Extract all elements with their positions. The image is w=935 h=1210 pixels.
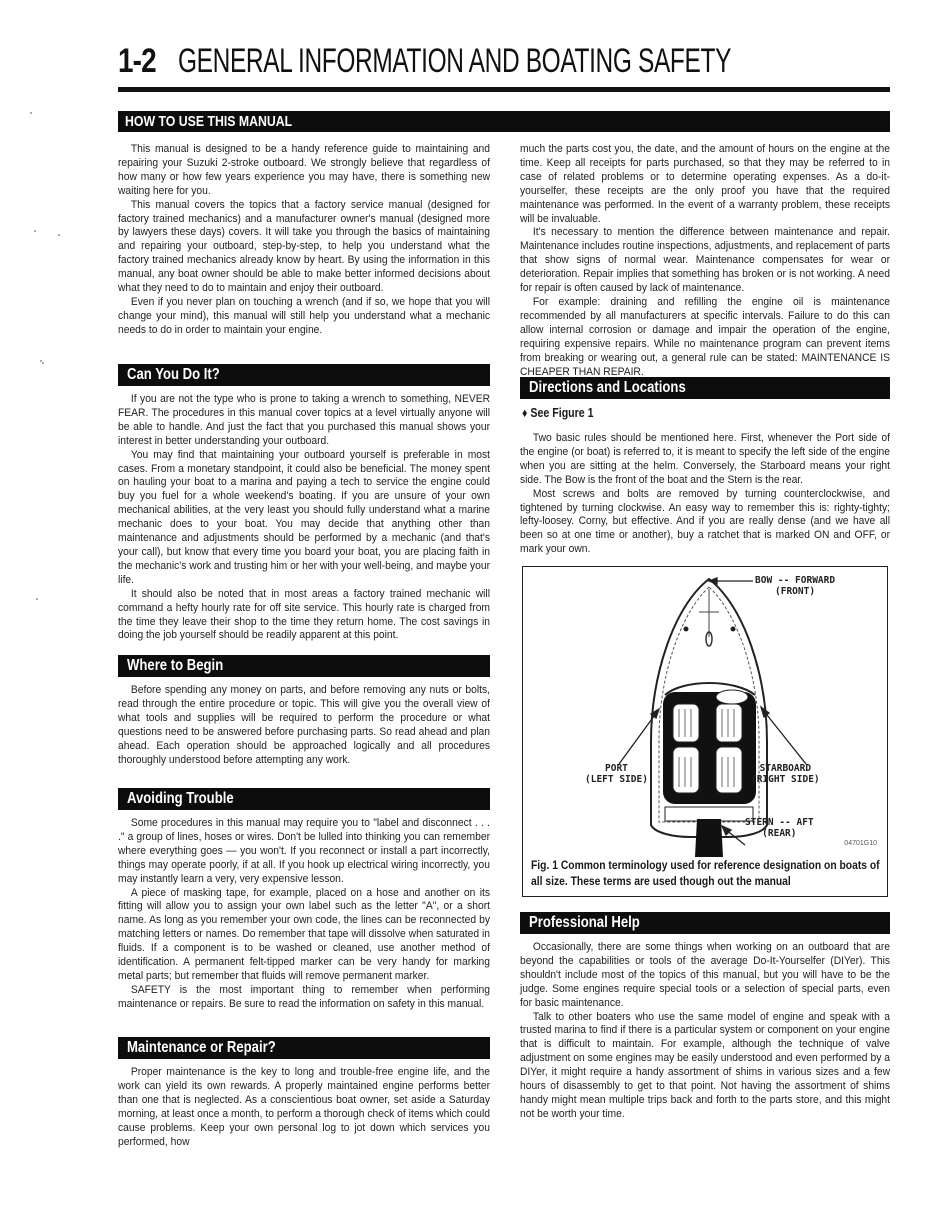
scan-speck bbox=[34, 230, 36, 232]
label-bow-subtext: (FRONT) bbox=[775, 586, 816, 597]
section-heading-professional-help bbox=[520, 912, 890, 934]
paragraph: For example: draining and refilling the engine oil is maintenance recommended by all manufacturers at specific intervals. Failure to do this can allow internal corrosion or damage and impair the operation of the engine, requiring expensive repairs. While no maintenance program can prevent items from breaking or wearing out, a general rule can be stated: MAINTENANCE IS CHEAPER THAN REPAIR. bbox=[520, 295, 891, 378]
section-heading-where-to-begin bbox=[118, 655, 490, 677]
section-heading-avoiding-trouble bbox=[118, 788, 490, 810]
chapter-number: 1-2 bbox=[118, 42, 156, 80]
section-maintenance-or-repair-right bbox=[520, 143, 890, 379]
figure-code: 04701G10 bbox=[844, 840, 877, 847]
section-heading-directions-and-locations bbox=[520, 377, 890, 399]
label-port-subtext: (LEFT SIDE) bbox=[585, 774, 648, 785]
section-directions-and-locations bbox=[520, 432, 890, 557]
section-maintenance-or-repair-left bbox=[118, 1066, 490, 1149]
scan-speck bbox=[42, 362, 44, 364]
paragraph: much the parts cost you, the date, and the amount of hours on the engine at the time. Keep all receipts for parts purchased, so that they may be referred to in case of related problems or to determine operating expenses. As a do-it-yourselfer, these receipts are the only proof you have that the required maintenance was performed. In the event of a warranty problem, these receipts will be invaluable. bbox=[520, 143, 891, 225]
section-heading-can-you-do-it bbox=[118, 364, 490, 386]
see-figure-link[interactable] bbox=[522, 406, 594, 420]
boat-top-view-diagram bbox=[523, 567, 886, 857]
section-heading-text: Professional Help bbox=[529, 914, 640, 931]
section-heading-text: Directions and Locations bbox=[529, 379, 686, 396]
scan-speck bbox=[36, 598, 38, 600]
paragraph: Talk to other boaters who use the same model of engine and speak with a trusted marina to find if there is a particular system or component on your engine that is difficult to maintain. For example, although the technique of valve adjustment on some engines may be easily understood and even performed by a DIYer, it might require a handy assortment of shims in various sizes and a few hours of disassembly to get to that point. Not having the assortment of shims handy might mean multiple trips back and forth to the parts store, and this might not be worth your time. bbox=[520, 1010, 891, 1120]
paragraph: It's necessary to mention the difference between maintenance and repair. Maintenance includes routine inspections, adjustments, and replacement of parts that show signs of normal wear. Maintenance compensates for wear or deterioration. Repair implies that something has broken or is not working. A need for repair is often caused by lack of maintenance. bbox=[520, 226, 891, 295]
section-heading-text: Can You Do It? bbox=[127, 366, 220, 383]
section-heading-text: HOW TO USE THIS MANUAL bbox=[125, 113, 293, 130]
label-bow bbox=[755, 575, 835, 597]
section-intro bbox=[118, 143, 490, 338]
paragraph: It should also be noted that in most areas a factory trained mechanic will command a hefty hourly rate for off site service. This hourly rate is charged from the time they leave their shop to the time they return home. The cost savings in doing the job yourself should be readily apparent at this point. bbox=[118, 587, 491, 642]
paragraph: Two basic rules should be mentioned here. First, whenever the Port side of the engine (or boat) is referred to, it is meant to specify the left side of the engine when you are sitting at the helm. Conversely, the Starboard means your right side. The Bow is the front of the boat and the Stern is the rear. bbox=[520, 432, 891, 486]
section-can-you-do-it bbox=[118, 393, 490, 643]
figure-caption: Fig. 1 Common terminology used for reference designation on boats of all size. These terms are used though out the manual bbox=[531, 858, 880, 888]
scan-speck bbox=[58, 234, 60, 236]
section-heading-text: Maintenance or Repair? bbox=[127, 1039, 276, 1056]
paragraph: Before spending any money on parts, and before removing any nuts or bolts, read through the entire procedure or topic. This will give you the overall view of what tools and supplies will be required to perform the procedure or what questions need to be answered before purchasing parts. So read ahead and plan ahead. Each operation should be approached logically and all procedures thoroughly understood before attempting any work. bbox=[118, 684, 491, 766]
scan-speck bbox=[30, 112, 32, 114]
label-port bbox=[585, 763, 648, 785]
paragraph: A piece of masking tape, for example, placed on a hose and another on its fitting will allow you to assign your own label such as the letter "A", or a short name. As long as you remember your own code, the lines can be reconnected by matching letters or names. Do remember that tape will dissolve when saturated in fluids. If a component is to be washed or cleaned, use another method of identification. A permanent felt-tipped marker can be very handy for marking metal parts; but remember that fluids will remove permanent marker. bbox=[118, 886, 491, 982]
label-bow-text: BOW -- FORWARD bbox=[755, 575, 836, 586]
diamond-bullet-icon: ♦ bbox=[522, 406, 528, 420]
section-heading-maintenance-or-repair bbox=[118, 1037, 490, 1059]
paragraph: SAFETY is the most important thing to remember when performing maintenance or repairs. Be sure to read the information on safety in this manual. bbox=[118, 983, 491, 1010]
label-stern-text: STERN -- AFT bbox=[745, 817, 814, 828]
paragraph: Proper maintenance is the key to long and trouble-free engine life, and the work can yield its own rewards. A properly maintained engine performs better than one that is neglected. As a conscientious boat owner, set aside a Saturday morning, at least once a month, to perform a thorough check of items which could cause problems. Keep your own personal log to jot down which services you performed, how bbox=[118, 1066, 491, 1148]
paragraph: Occasionally, there are some things when working on an outboard that are beyond the capabilities or tools of the average Do-It-Yourselfer (DIYer). This shouldn't include most of the topics of this manual, but you will have to be the judge. Some engines require special tools or a selection of special parts, even for basic maintenance. bbox=[520, 941, 891, 1009]
section-professional-help bbox=[520, 941, 890, 1122]
label-starboard bbox=[751, 763, 820, 785]
paragraph: Some procedures in this manual may require you to "label and disconnect . . . ." a group of lines, hoses or wires. Don't be lulled into thinking you can remember where everything goes — you won't. If you reconnect or install a part incorrectly, things may operate poorly, if at all. If you hook up electrical wiring incorrectly, you may instantly learn a very, very expensive lesson. bbox=[118, 817, 491, 885]
figure-1-boat-terminology bbox=[522, 566, 888, 897]
section-avoiding-trouble bbox=[118, 817, 490, 1012]
header-rule bbox=[118, 87, 890, 92]
chapter-title: GENERAL INFORMATION AND BOATING SAFETY bbox=[178, 42, 732, 80]
section-heading-text: Avoiding Trouble bbox=[127, 790, 234, 807]
section-heading-text: Where to Begin bbox=[127, 657, 224, 674]
paragraph: You may find that maintaining your outboard yourself is preferable in most cases. From a monetary standpoint, it could also be beneficial. The money spent on hauling your boat to a marina and paying a tech to service the engine could buy you fuel for a whole weekend's boating. If you are unsure of your own mechanical abilities, at the very least you should fully understand what a marine mechanic does to your boat. You may decide that anything other than maintenance and adjustments should be performed by a mechanic (and that's your call), but know that every time you board your boat, you are placing faith in the mechanic's work and trusting him or her with your well-being, and maybe your life. bbox=[118, 448, 491, 586]
section-where-to-begin bbox=[118, 684, 490, 767]
page-header bbox=[118, 40, 890, 92]
label-starboard-subtext: (RIGHT SIDE) bbox=[751, 774, 820, 785]
paragraph: Even if you never plan on touching a wrench (and if so, we hope that you will change your mind), this manual will still help you understand what a mechanic needs to do in order to maintain your engine. bbox=[118, 295, 491, 336]
section-heading-how-to-use bbox=[118, 111, 890, 132]
paragraph: This manual is designed to be a handy reference guide to maintaining and repairing your Suzuki 2-stroke outboard. We strongly believe that regardless of how many or how few years experience you may have, there is something new waiting here for you. bbox=[118, 143, 491, 197]
label-port-text: PORT bbox=[605, 763, 628, 774]
label-starboard-text: STARBOARD bbox=[759, 763, 812, 774]
paragraph: If you are not the type who is prone to taking a wrench to something, NEVER FEAR. The procedures in this manual cover topics at a level virtually anyone will be able to handle. And just the fact that you purchased this manual shows your interest in better understanding your outboard. bbox=[118, 393, 491, 447]
paragraph: Most screws and bolts are removed by turning counterclockwise, and tightened by turning clockwise. An easy way to remember this is: righty-tighty; lefty-loosey. Corny, but effective. And if you are really dense (and we have all been so at one time or another), buy a ratchet that is marked ON and OFF, or mark your own. bbox=[520, 487, 891, 556]
paragraph: This manual covers the topics that a factory service manual (designed for factory trained mechanics) and a manufacturer owner's manual (designed more by lawyers these days) covers. It will take you through the basics of maintaining and repairing your outboard, step-by-step, to help you understand what the factory trained mechanics already know by heart. By using the information in this manual, any boat owner should be able to make better informed decisions about what they need to do to maintain and enjoy their outboard. bbox=[118, 198, 491, 295]
label-stern bbox=[745, 817, 814, 839]
label-stern-subtext: (REAR) bbox=[762, 828, 797, 839]
see-figure-label: See Figure 1 bbox=[530, 406, 594, 420]
